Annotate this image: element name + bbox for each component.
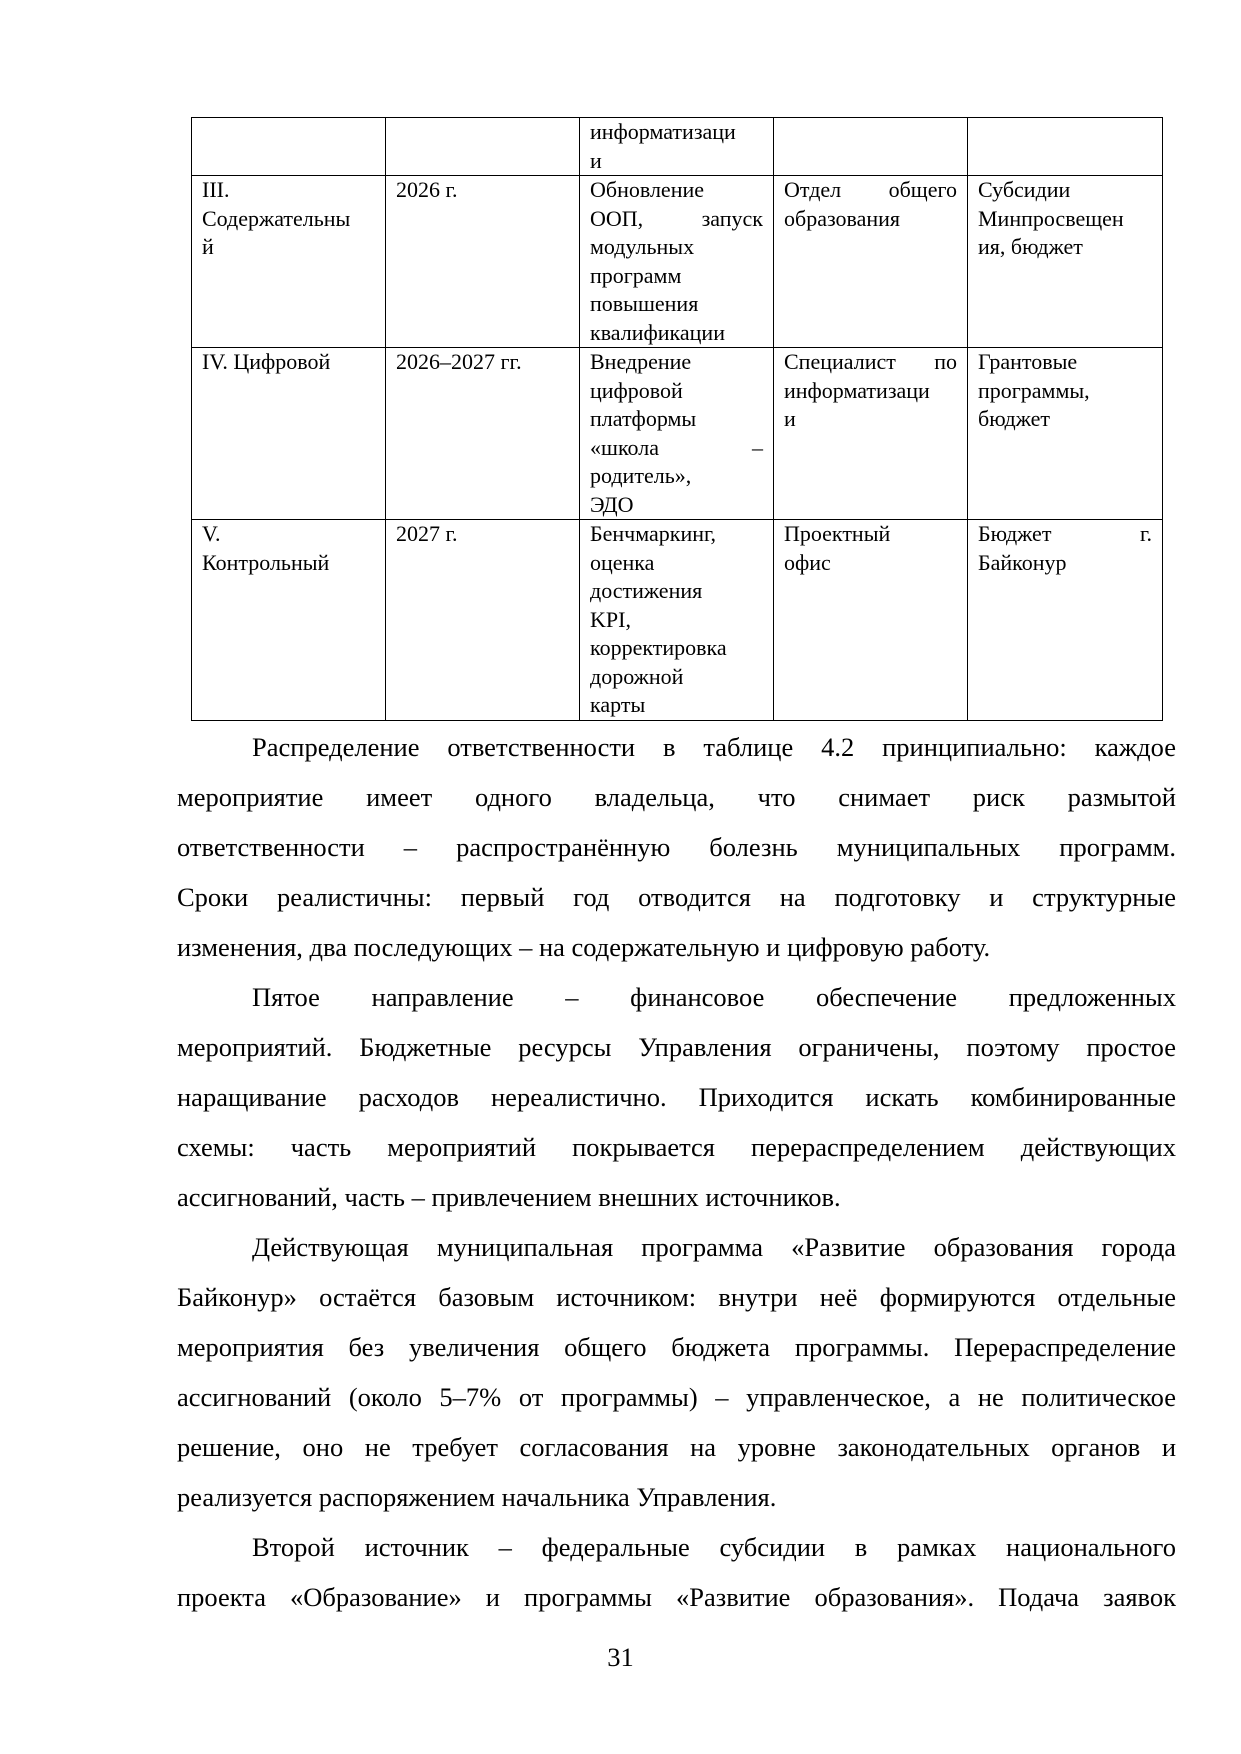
text-line: проекта «Образование» и программы «Развитие образования». Подача заявок bbox=[177, 1582, 1176, 1612]
text-line: ответственности – распространённую болезнь муниципальных программ. bbox=[177, 832, 1176, 862]
table-cell-funding bbox=[968, 118, 1163, 176]
cell-text-line: достижения bbox=[590, 578, 703, 603]
cell-text-line: модульных bbox=[590, 234, 695, 259]
text-line: наращивание расходов нереалистично. Приходится искать комбинированные bbox=[177, 1082, 1176, 1112]
text-line: решение, оно не требует согласования на уровне законодательных органов и bbox=[177, 1432, 1176, 1462]
cell-text-line: программы, bbox=[978, 377, 1090, 403]
text-line: Сроки реалистичны: первый год отводится на подготовку и структурные bbox=[177, 882, 1176, 912]
cell-text-line: IV. Цифровой bbox=[202, 349, 331, 374]
table-cell-responsible bbox=[774, 520, 968, 721]
cell-text-line: Бенчмаркинг, bbox=[590, 521, 717, 546]
table-cell-responsible bbox=[774, 348, 968, 520]
text-line: Пятое направление – финансовое обеспечение предложенных bbox=[252, 982, 1176, 1012]
cell-text-line: программ bbox=[590, 262, 682, 288]
cell-text-line: V. bbox=[202, 521, 221, 546]
cell-text-line: Проектный bbox=[784, 521, 891, 546]
cell-text-line: карты bbox=[590, 692, 646, 717]
page-number: 31 bbox=[607, 1642, 634, 1672]
paragraph bbox=[177, 1222, 1176, 1522]
cell-text-line: Байконур bbox=[978, 549, 1067, 575]
cell-text-line: 2026–2027 гг. bbox=[396, 349, 522, 374]
cell-text-line: информатизаци bbox=[590, 119, 736, 144]
cell-text-line: «школа – bbox=[590, 434, 763, 460]
table-row bbox=[192, 348, 1163, 520]
cell-text-line: Отдел общего bbox=[784, 177, 957, 202]
table-cell-stage bbox=[192, 176, 386, 348]
cell-text-line: 2027 г. bbox=[396, 521, 458, 546]
table-row bbox=[192, 118, 1163, 176]
cell-text-line: Внедрение bbox=[590, 349, 692, 374]
table-cell-funding bbox=[968, 520, 1163, 721]
table-cell-period bbox=[386, 520, 580, 721]
cell-text-line: ия, бюджет bbox=[978, 234, 1083, 259]
table-cell-stage bbox=[192, 520, 386, 721]
cell-text-line: 2026 г. bbox=[396, 177, 458, 202]
cell-text-line: повышения bbox=[590, 291, 699, 316]
paragraph bbox=[177, 972, 1176, 1222]
text-line: мероприятия без увеличения общего бюджета программы. Перераспределение bbox=[177, 1332, 1176, 1362]
table-cell-activity bbox=[580, 348, 774, 520]
cell-text-line: цифровой bbox=[590, 377, 683, 403]
table-cell-period bbox=[386, 348, 580, 520]
cell-text-line: ЭДО bbox=[590, 491, 634, 517]
table-cell-activity bbox=[580, 520, 774, 721]
cell-text-line: Субсидии bbox=[978, 177, 1071, 202]
table-cell-funding bbox=[968, 176, 1163, 348]
cell-text-line: оценка bbox=[590, 549, 655, 575]
table-row bbox=[192, 176, 1163, 348]
table-cell-activity bbox=[580, 118, 774, 176]
text-line: мероприятие имеет одного владельца, что снимает риск размытой bbox=[177, 782, 1176, 812]
cell-text-line: платформы bbox=[590, 406, 697, 431]
cell-text-line: й bbox=[202, 234, 214, 259]
cell-text-line: Грантовые bbox=[978, 349, 1078, 374]
text-line: ассигнований, часть – привлечением внешних источников. bbox=[177, 1182, 841, 1212]
cell-text-line: дорожной bbox=[590, 663, 684, 689]
text-line: Байконур» остаётся базовым источником: внутри неё формируются отдельные bbox=[177, 1282, 1176, 1312]
table-cell-period bbox=[386, 176, 580, 348]
table-cell-funding bbox=[968, 348, 1163, 520]
text-line: Второй источник – федеральные субсидии в рамках национального bbox=[252, 1532, 1176, 1562]
text-line: реализуется распоряжением начальника Управления. bbox=[177, 1482, 777, 1512]
text-line: Распределение ответственности в таблице 4.2 принципиально: каждое bbox=[252, 732, 1176, 762]
cell-text-line: бюджет bbox=[978, 406, 1050, 431]
table-cell-activity bbox=[580, 176, 774, 348]
cell-text-line: корректировка bbox=[590, 635, 727, 660]
cell-text-line: и bbox=[784, 406, 796, 431]
cell-text-line: офис bbox=[784, 549, 831, 575]
paragraph bbox=[177, 1522, 1176, 1622]
cell-text-line: Обновление bbox=[590, 177, 705, 202]
text-line: схемы: часть мероприятий покрывается перераспределением действующих bbox=[177, 1132, 1176, 1162]
cell-text-line: Контрольный bbox=[202, 549, 330, 575]
cell-text-line: образования bbox=[784, 205, 901, 231]
cell-text-line: родитель», bbox=[590, 463, 692, 488]
text-line: изменения, два последующих – на содержательную и цифровую работу. bbox=[177, 932, 991, 962]
table-cell-responsible bbox=[774, 176, 968, 348]
text-line: ассигнований (около 5–7% от программы) – управленческое, а не политическое bbox=[177, 1382, 1176, 1412]
table-cell-responsible bbox=[774, 118, 968, 176]
table-cell-stage bbox=[192, 118, 386, 176]
roadmap-table bbox=[191, 117, 1163, 721]
cell-text-line: KPI, bbox=[590, 606, 631, 632]
cell-text-line: квалификации bbox=[590, 319, 725, 345]
cell-text-line: Содержательны bbox=[202, 205, 351, 231]
text-line: мероприятий. Бюджетные ресурсы Управления ограничены, поэтому простое bbox=[177, 1032, 1176, 1062]
cell-text-line: информатизаци bbox=[784, 377, 930, 403]
cell-text-line: ООП, запуск bbox=[590, 205, 763, 231]
cell-text-line: Специалист по bbox=[784, 349, 957, 374]
cell-text-line: и bbox=[590, 147, 602, 173]
paragraph bbox=[177, 722, 1176, 972]
cell-text-line: Минпросвещен bbox=[978, 205, 1124, 231]
cell-text-line: Бюджет г. bbox=[978, 521, 1152, 546]
table-cell-stage bbox=[192, 348, 386, 520]
table-row bbox=[192, 520, 1163, 721]
table-cell-period bbox=[386, 118, 580, 176]
text-line: Действующая муниципальная программа «Развитие образования города bbox=[252, 1232, 1176, 1262]
cell-text-line: III. bbox=[202, 177, 230, 202]
body-text bbox=[177, 722, 1176, 1622]
